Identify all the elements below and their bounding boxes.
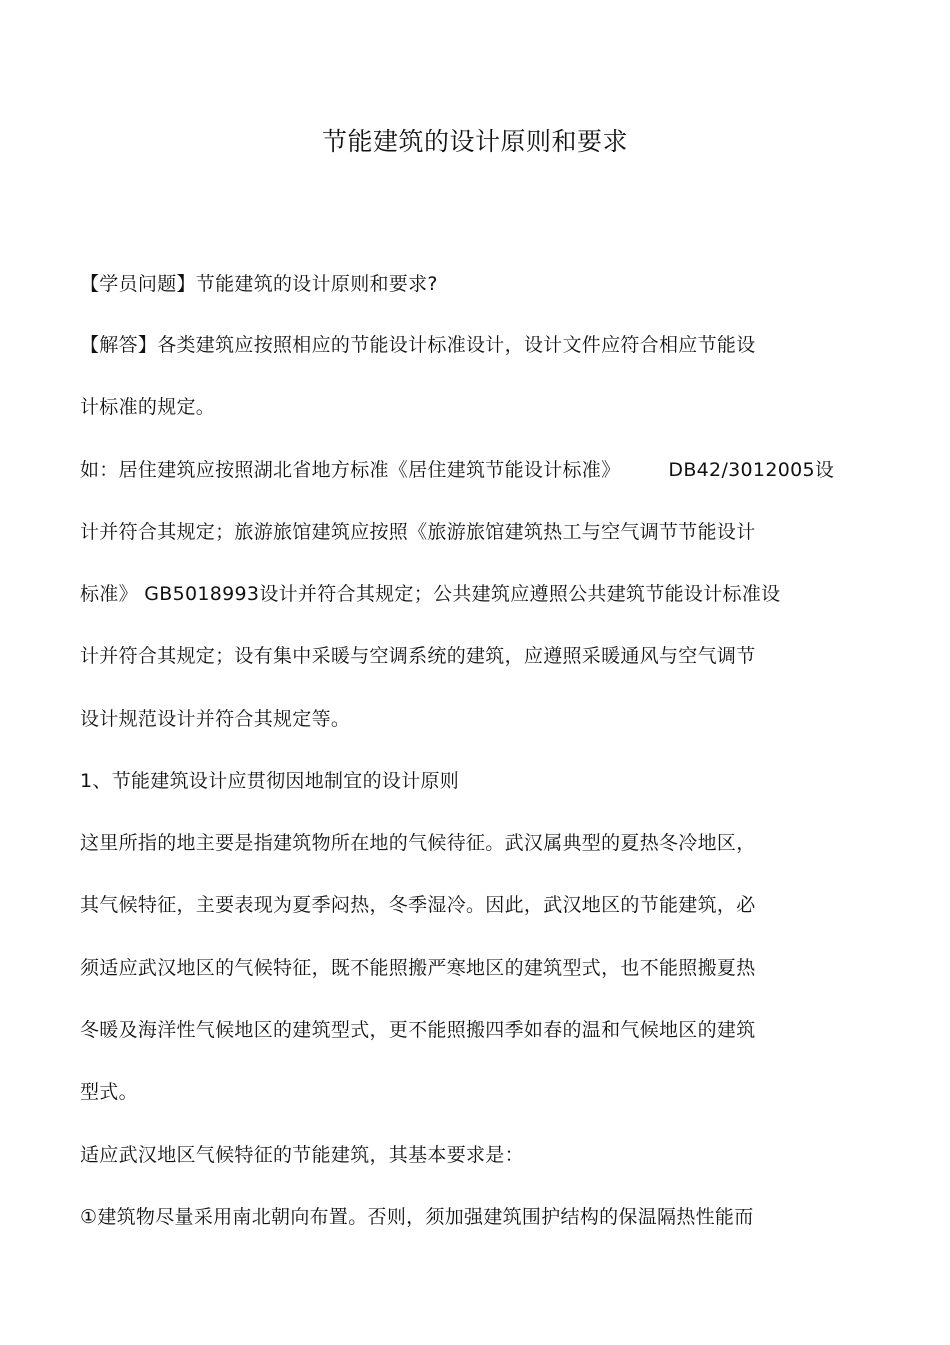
paragraph-example-line-2: 计并符合其规定；旅游旅馆建筑应按照《旅游旅馆建筑热工与空气调节节能设计 bbox=[80, 521, 756, 543]
paragraph-example-line-4: 计并符合其规定；设有集中采暖与空调系统的建筑，应遵照采暖通风与空气调节 bbox=[80, 645, 756, 667]
paragraph-answer-line-1: 【解答】各类建筑应按照相应的节能设计标准设计，设计文件应符合相应节能设 bbox=[80, 334, 756, 356]
paragraph-climate-line-4: 冬暖及海洋性气候地区的建筑型式，更不能照搬四季如春的温和气候地区的建筑 bbox=[80, 1019, 756, 1041]
paragraph-answer-line-2: 计标准的规定。 bbox=[80, 396, 216, 418]
example-line-1-text: 如：居住建筑应按照湖北省地方标准《居住建筑节能设计标准》 bbox=[80, 459, 621, 481]
page-title: 节能建筑的设计原则和要求 bbox=[321, 127, 628, 156]
paragraph-question: 【学员问题】节能建筑的设计原则和要求? bbox=[80, 273, 438, 295]
section-heading-1: 1、节能建筑设计应贯彻因地制宜的设计原则 bbox=[80, 770, 460, 792]
standard-code: DB42/3012005设 bbox=[668, 459, 835, 481]
paragraph-example-line-3: 标准》 GB5018993设计并符合其规定；公共建筑应遵照公共建筑节能设计标准设 bbox=[80, 583, 781, 605]
paragraph-requirements-intro: 适应武汉地区气候特征的节能建筑，其基本要求是： bbox=[80, 1144, 524, 1166]
paragraph-climate-line-5: 型式。 bbox=[80, 1081, 138, 1103]
paragraph-example-line-5: 设计规范设计并符合其规定等。 bbox=[80, 708, 351, 730]
paragraph-climate-line-1: 这里所指的地主要是指建筑物所在地的气候待征。武汉属典型的夏热冬冷地区， bbox=[80, 832, 756, 854]
paragraph-climate-line-3: 须适应武汉地区的气候特征，既不能照搬严寒地区的建筑型式，也不能照搬夏热 bbox=[80, 957, 756, 979]
paragraph-example-line-1 bbox=[80, 456, 834, 484]
paragraph-climate-line-2: 其气候特征，主要表现为夏季闷热，冬季湿冷。因此，武汉地区的节能建筑，必 bbox=[80, 894, 756, 916]
requirement-item-1: ①建筑物尽量采用南北朝向布置。否则，须加强建筑围护结构的保温隔热性能而 bbox=[80, 1206, 754, 1228]
